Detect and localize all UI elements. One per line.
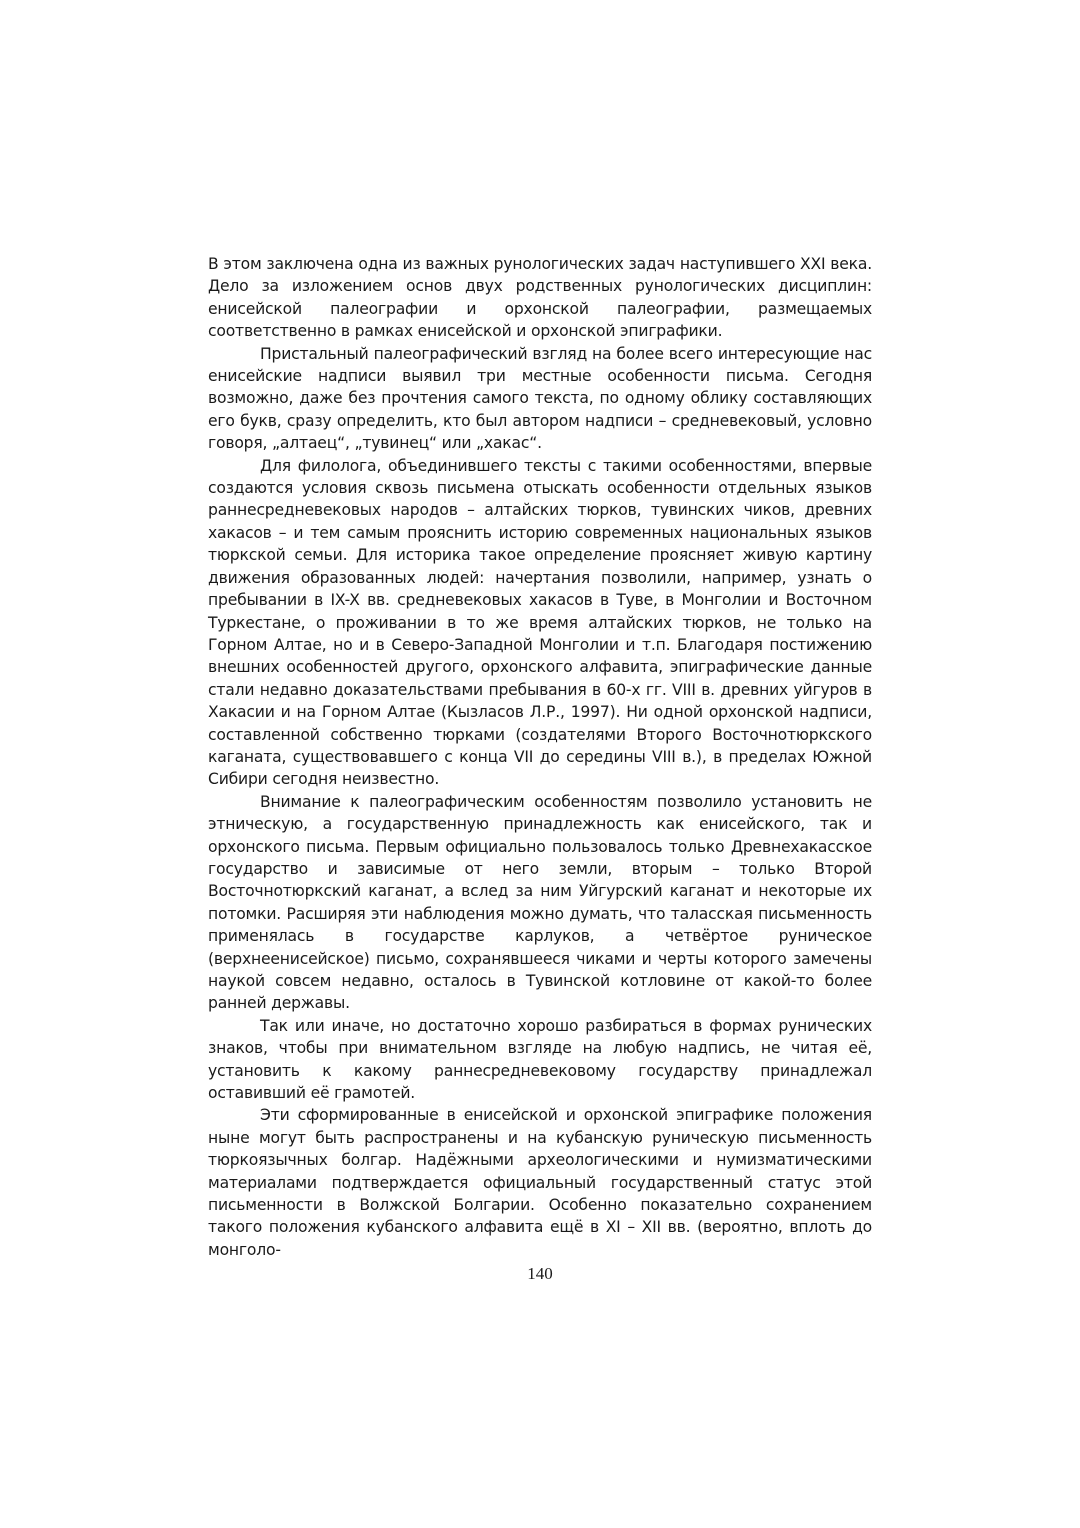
paragraph-3: Для филолога, объединившего тексты с такими особенностями, впервые создаются условия сквозь письмена отыскать особенности отдельных языков раннесредневековых народов – алтайских тюрков, тувинских чиков, древних хакасов – и тем самым прояснить историю современных национальных языков тюркской семьи. Для историка такое определение проясняет живую картину движения образованных людей: начертания позволили, например, узнать о пребывании в IX-X вв. средневековых хакасов в Туве, в Монголии и Восточном Туркестане, о проживании в то же время алтайских тюрков, не только на Горном Алтае, но и в Северо-Западной Монголии и т.п. Благодаря постижению внешних особенностей другого, орхонского алфавита, эпиграфические данные стали недавно доказательствами пребывания в 60-х гг. VIII в. древних уйгуров в Хакасии и на Горном Алтае (Кызласов Л.Р., 1997). Ни одной орхонской надписи, составленной собственно тюрками (создателями Второго Восточнотюркского каганата, существовавшего с конца VII до середины VIII в.), в пределах Южной Сибири сегодня неизвестно. (208, 456, 872, 789)
paragraph-4: Внимание к палеографическим особенностям позволило установить не этническую, а государственную принадлежность как енисейского, так и орхонского письма. Первым официально пользовалось только Древнехакасское государство и зависимые от него земли, вторым – только Второй Восточнотюркский каганат, а вслед за ним Уйгурский каганат и некоторые их потомки. Расширяя эти наблюдения можно думать, что таласская письменность применялась в государстве карлуков, а четвёртое руническое (верхнеенисейское) письмо, сохранявшееся чиками и черты которого замечены наукой совсем недавно, осталось в Тувинской котловине от какой-то более ранней державы. (208, 792, 872, 1013)
paragraph-6: Эти сформированные в енисейской и орхонской эпиграфике положения ныне могут быть распространены и на кубанскую руническую письменность тюркоязычных болгар. Надёжными археологическими и нумизматическими материалами подтверждается официальный государственный статус этой письменности в Волжской Болгарии. Особенно показательно сохранением такого положения кубанского алфавита ещё в XI – XII вв. (вероятно, вплоть до монголо- (208, 1106, 872, 1259)
paragraph-5: Так или иначе, но достаточно хорошо разбираться в формах рунических знаков, чтобы при внимательном взгляде на любую надпись, не читая её, установить к какому раннесредневековому государству принадлежал оставивший её грамотей. (208, 1016, 872, 1103)
paragraph-2: Пристальный палеографический взгляд на более всего интересующие нас енисейские надписи выявил три местные особенности письма. Сегодня возможно, даже без прочтения самого текста, по одному облику составляющих его букв, сразу определить, кто был автором надписи – средневековый, условно говоря, „алтаец“, „тувинец“ или „хакас“. (208, 344, 872, 453)
paragraph-1: В этом заключена одна из важных рунологических задач наступившего XXI века. Дело за изложением основ двух родственных рунологических дисциплин: енисейской палеографии и орхонской палеографии, размещаемых соответственно в рамках енисейской и орхонской эпиграфики. (208, 255, 872, 341)
page-number: 140 (527, 1264, 553, 1283)
body-text (208, 253, 872, 1261)
